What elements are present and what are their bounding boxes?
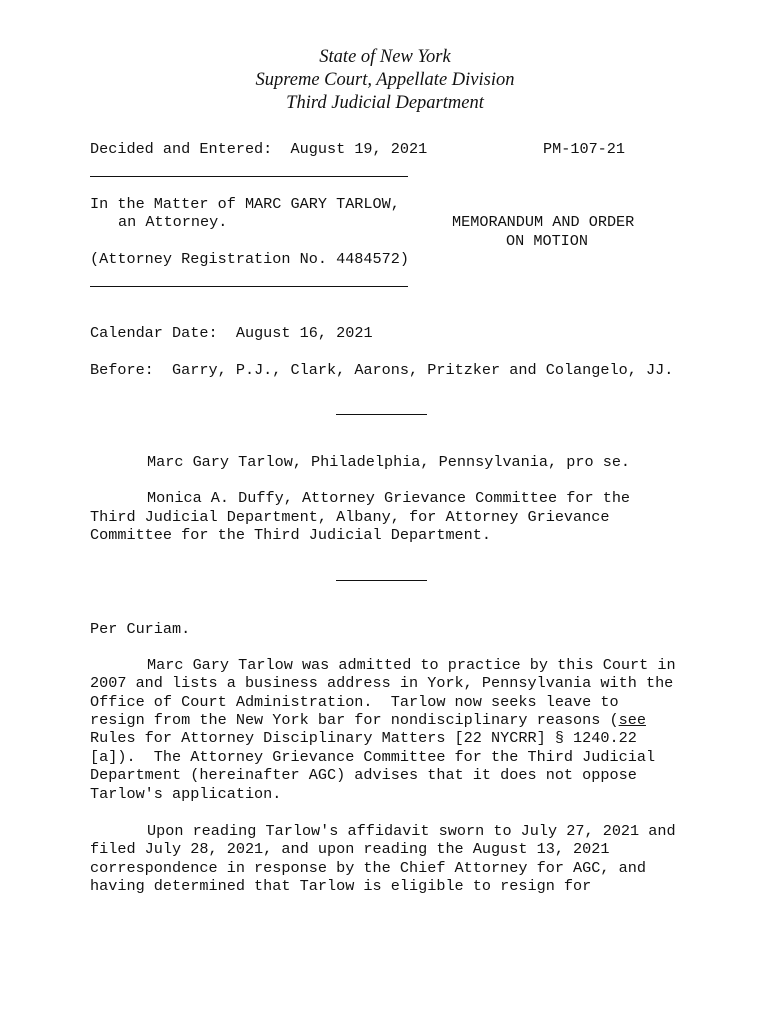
docket-number: PM-107-21 bbox=[543, 140, 626, 158]
before-line bbox=[90, 361, 673, 380]
decided-label: Decided and Entered: bbox=[90, 140, 273, 158]
appearance-party-2-line-1: Monica A. Duffy, Attorney Grievance Committee for the bbox=[147, 489, 631, 507]
court-department: Third Judicial Department bbox=[286, 93, 484, 113]
court-state: State of New York bbox=[319, 47, 451, 67]
para1-line-6: [a]). The Attorney Grievance Committee for the Third Judicial bbox=[90, 748, 656, 766]
section-divider-1 bbox=[336, 414, 427, 415]
calendar-label: Calendar Date: bbox=[90, 324, 218, 342]
para1-line-7: Department (hereinafter AGC) advises that it does not oppose bbox=[90, 766, 637, 784]
para2-line-3: correspondence in response by the Chief Attorney for AGC, and bbox=[90, 859, 646, 877]
doc-type-line-2: ON MOTION bbox=[506, 232, 589, 250]
caption-rule-bottom bbox=[90, 286, 408, 287]
para2-line-4: having determined that Tarlow is eligible to resign for bbox=[90, 877, 592, 895]
attorney-registration: (Attorney Registration No. 4484572) bbox=[90, 250, 409, 268]
see-signal: see bbox=[618, 711, 646, 729]
decided-entered bbox=[90, 140, 427, 159]
para2-line-2: filed July 28, 2021, and upon reading the August 13, 2021 bbox=[90, 840, 610, 858]
caption-rule-top bbox=[90, 176, 408, 177]
before-judges: Garry, P.J., Clark, Aarons, Pritzker and Colangelo, JJ. bbox=[172, 361, 674, 379]
appearance-party-1: Marc Gary Tarlow, Philadelphia, Pennsylvania, pro se. bbox=[147, 453, 631, 471]
para1-line-5: Rules for Attorney Disciplinary Matters [22 NYCRR] § 1240.22 bbox=[90, 729, 637, 747]
appearance-party-2-line-3: Committee for the Third Judicial Department. bbox=[90, 526, 492, 544]
before-label: Before: bbox=[90, 361, 154, 379]
court-name: Supreme Court, Appellate Division bbox=[255, 70, 515, 90]
para1-line-1: Marc Gary Tarlow was admitted to practice by this Court in bbox=[147, 656, 676, 674]
decided-date: August 19, 2021 bbox=[290, 140, 428, 158]
matter-line-1: In the Matter of MARC GARY TARLOW, bbox=[90, 195, 400, 213]
matter-line-2: an Attorney. bbox=[118, 213, 228, 231]
appearance-party-2-line-2: Third Judicial Department, Albany, for Attorney Grievance bbox=[90, 508, 610, 526]
para1-line-4-text: resign from the New York bar for nondisciplinary reasons ( bbox=[90, 711, 619, 729]
para1-line-4 bbox=[90, 711, 646, 730]
section-divider-2 bbox=[336, 580, 427, 581]
calendar-date bbox=[90, 324, 373, 343]
para1-line-8: Tarlow's application. bbox=[90, 785, 282, 803]
para1-line-3: Office of Court Administration. Tarlow now seeks leave to bbox=[90, 693, 619, 711]
doc-type-line-1: MEMORANDUM AND ORDER bbox=[452, 213, 635, 231]
per-curiam-heading: Per Curiam. bbox=[90, 620, 191, 638]
calendar-value: August 16, 2021 bbox=[235, 324, 373, 342]
para2-line-1: Upon reading Tarlow's affidavit sworn to July 27, 2021 and bbox=[147, 822, 676, 840]
para1-line-2: 2007 and lists a business address in York, Pennsylvania with the bbox=[90, 674, 674, 692]
